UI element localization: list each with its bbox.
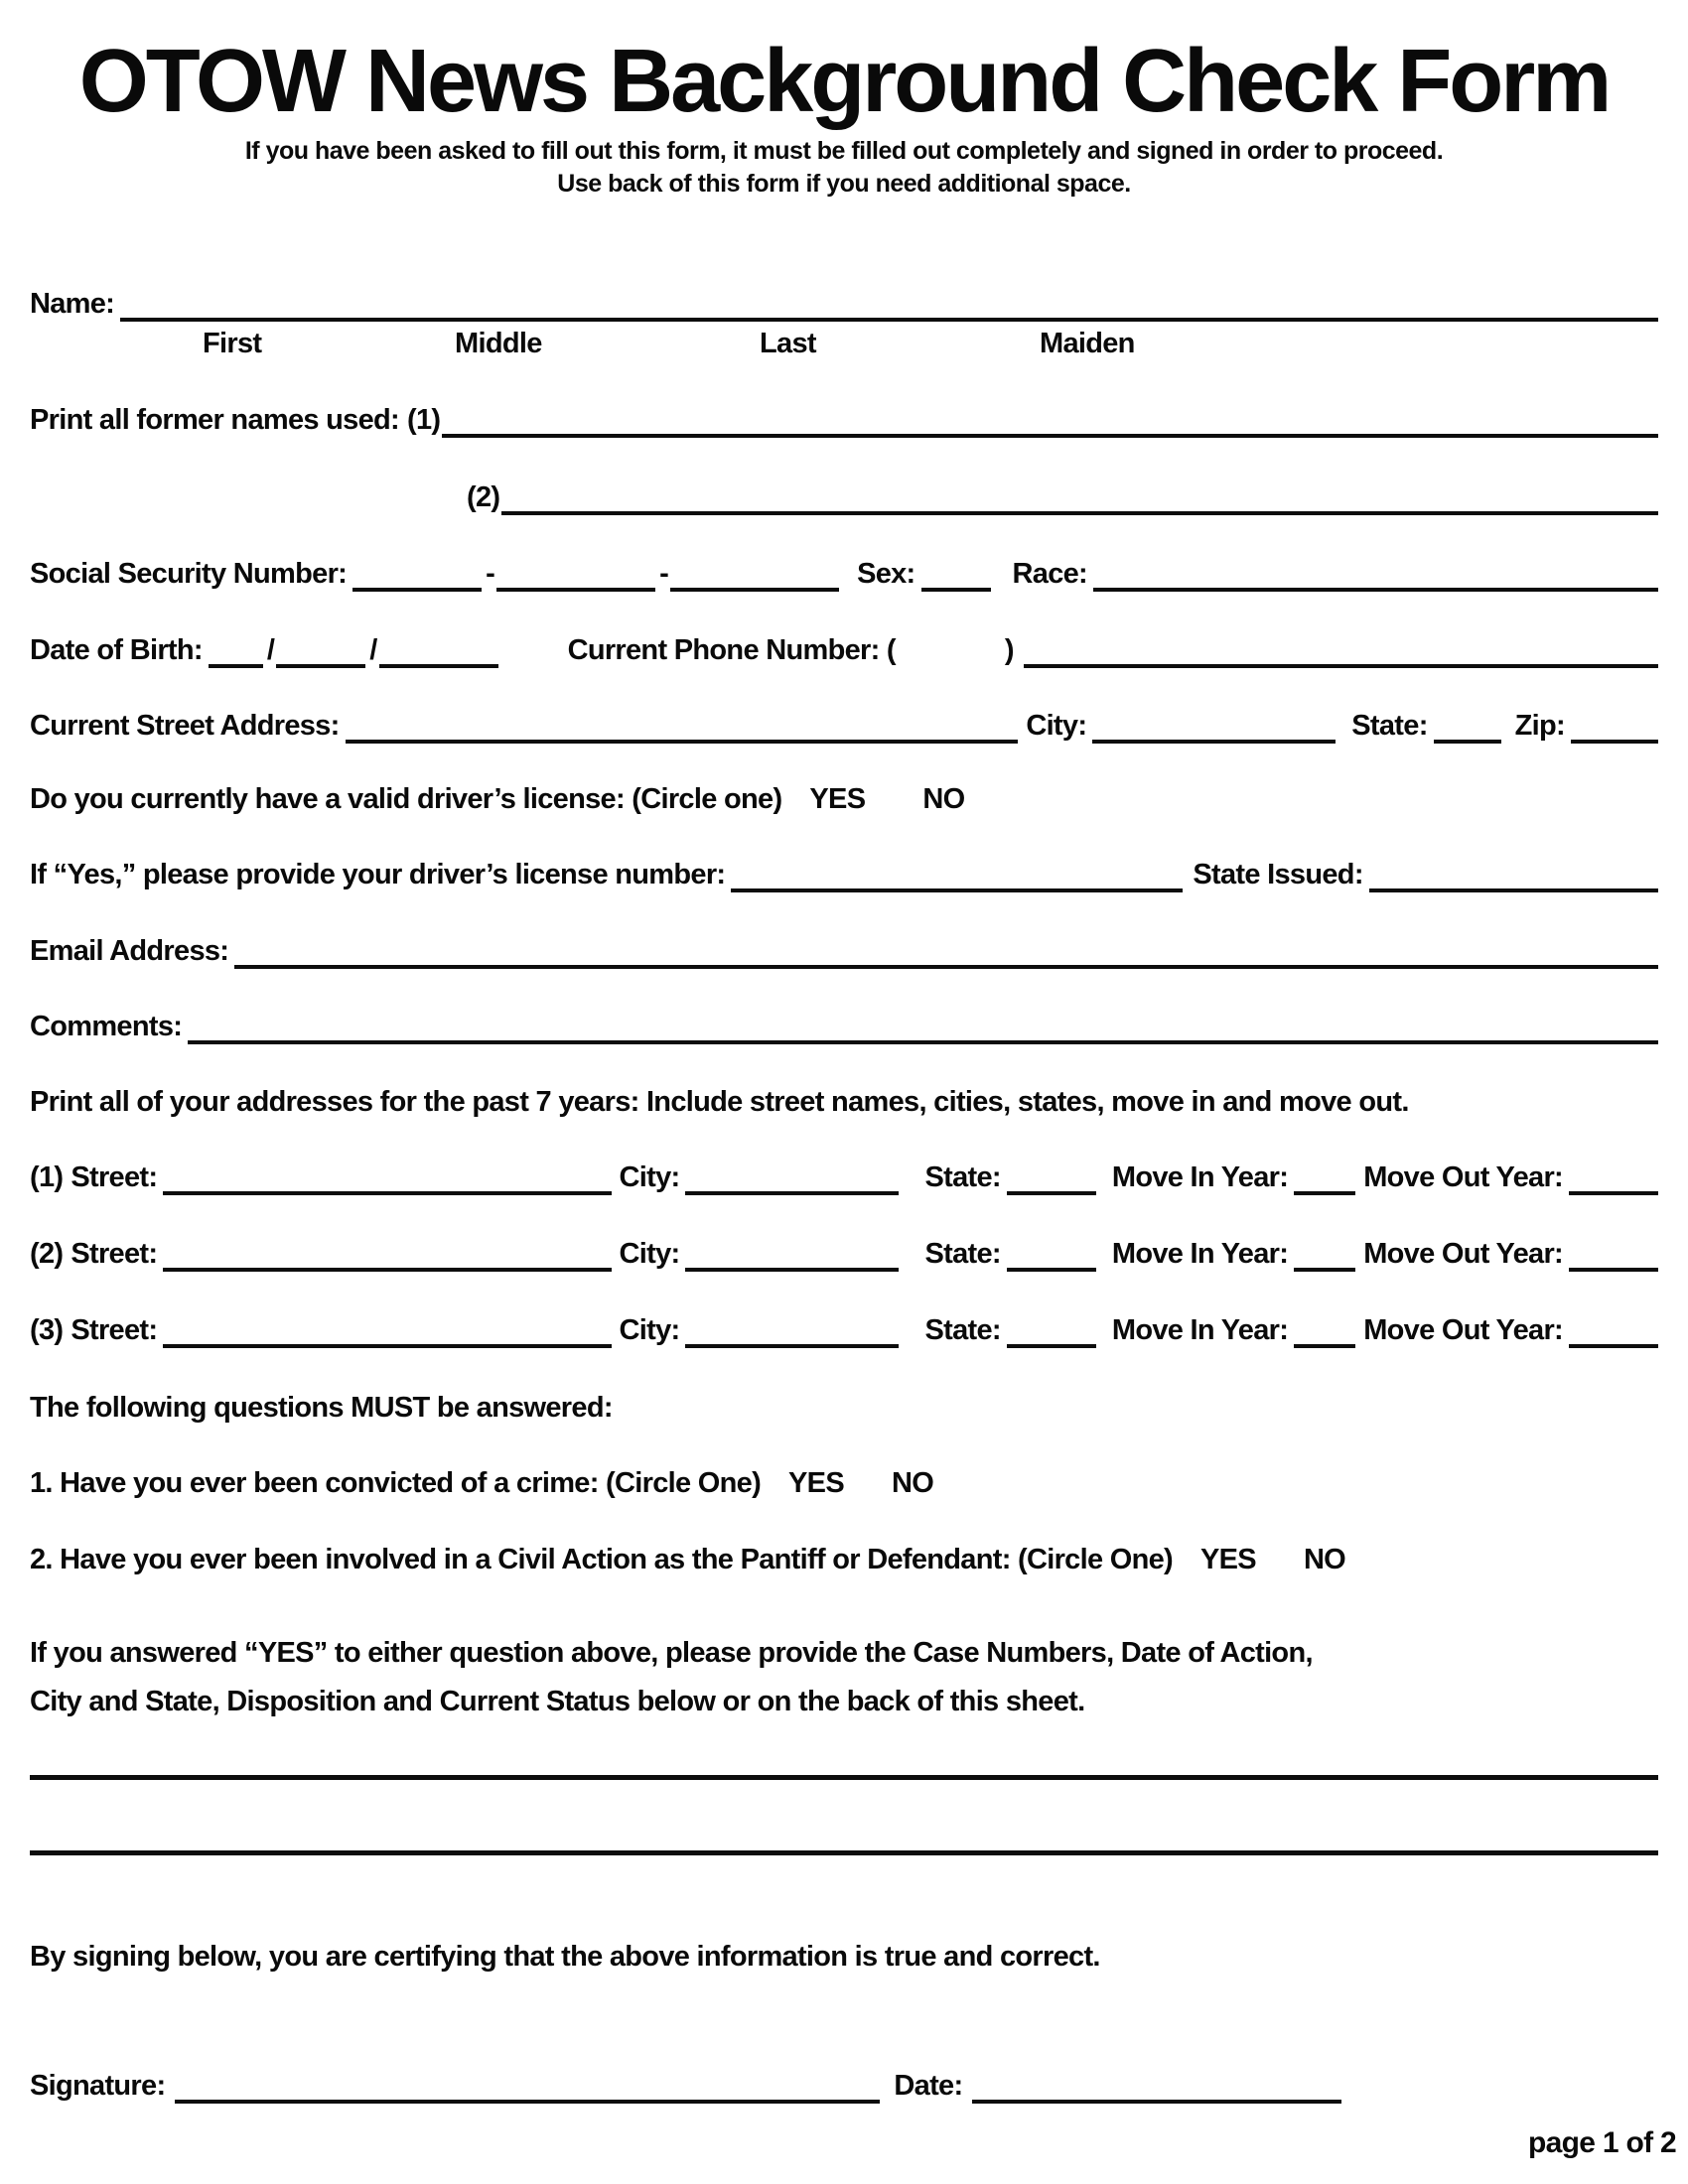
date-label: Date: xyxy=(894,2070,963,2102)
zip-input-line[interactable] xyxy=(1571,706,1658,744)
dob-label: Date of Birth: xyxy=(30,634,203,666)
phone-label: Current Phone Number: ( xyxy=(567,634,896,666)
address-3-city-label: City: xyxy=(619,1314,680,1346)
question-1-text: 1. Have you ever been convicted of a crime: (Circle One) xyxy=(30,1467,762,1499)
question-2-no-option[interactable]: NO xyxy=(1303,1544,1346,1575)
comments-label: Comments: xyxy=(30,1011,183,1042)
phone-number-input-line[interactable] xyxy=(1024,630,1658,668)
case-details-input-line-2[interactable] xyxy=(30,1850,1658,1855)
address-1-city-input-line[interactable] xyxy=(685,1158,899,1195)
address-3-move-out-input-line[interactable] xyxy=(1569,1310,1658,1348)
question-2-yes-option[interactable]: YES xyxy=(1200,1544,1256,1575)
address-2-street-input-line[interactable] xyxy=(163,1234,611,1272)
ssn-dash-1: - xyxy=(486,558,495,590)
address-3-state-label: State: xyxy=(924,1314,1001,1346)
subtitle-line-1: If you have been asked to fill out this form, it must be filled out completely and signed in order to proceed. xyxy=(244,137,1444,165)
comments-input-line[interactable] xyxy=(188,1007,1658,1044)
name-row xyxy=(30,284,1658,324)
address-history-row-2 xyxy=(30,1234,1658,1274)
license-number-row xyxy=(30,855,1658,894)
signature-label: Signature: xyxy=(30,2070,166,2102)
signature-row xyxy=(30,2066,1658,2106)
address-2-move-out-label: Move Out Year: xyxy=(1363,1238,1563,1270)
former-name-2-input-line[interactable] xyxy=(501,478,1658,515)
signature-input-line[interactable] xyxy=(175,2066,880,2104)
address-2-prefix: (2) xyxy=(30,1238,64,1270)
address-1-move-out-input-line[interactable] xyxy=(1569,1158,1658,1195)
city-label: City: xyxy=(1026,710,1087,742)
address-3-state-input-line[interactable] xyxy=(1007,1310,1096,1348)
certification-row xyxy=(30,1937,1658,1977)
address-3-street-label: Street: xyxy=(70,1314,158,1346)
ssn-part3-input-line[interactable] xyxy=(670,554,839,592)
state-issued-input-line[interactable] xyxy=(1369,855,1658,892)
dob-phone-row xyxy=(30,630,1658,670)
license-yes-option[interactable]: YES xyxy=(809,783,866,815)
state-label: State: xyxy=(1351,710,1428,742)
subtitle-line-2: Use back of this form if you need additional space. xyxy=(557,170,1131,198)
address-1-state-label: State: xyxy=(924,1161,1001,1193)
question-1-row xyxy=(30,1463,1658,1503)
street-address-input-line[interactable] xyxy=(346,706,1019,744)
ssn-part2-input-line[interactable] xyxy=(496,554,655,592)
address-1-street-label: Street: xyxy=(70,1161,158,1193)
phone-close-paren: ) xyxy=(1004,634,1014,666)
email-row xyxy=(30,931,1658,971)
address-1-move-in-input-line[interactable] xyxy=(1294,1158,1355,1195)
address-3-move-out-label: Move Out Year: xyxy=(1363,1314,1563,1346)
yes-instructions-line-1: If you answered “YES” to either question above, please provide the Case Numbers, Date of Action, xyxy=(30,1637,1313,1669)
address-3-move-in-input-line[interactable] xyxy=(1294,1310,1355,1348)
address-1-city-label: City: xyxy=(619,1161,680,1193)
address-history-row-3 xyxy=(30,1310,1658,1350)
comments-row xyxy=(30,1007,1658,1046)
address-3-city-input-line[interactable] xyxy=(685,1310,899,1348)
form-title: OTOW News Background Check Form xyxy=(78,32,1610,131)
name-sublabel-first: First xyxy=(203,328,262,359)
sex-label: Sex: xyxy=(857,558,915,590)
address-2-move-out-input-line[interactable] xyxy=(1569,1234,1658,1272)
email-input-line[interactable] xyxy=(234,931,1658,969)
sex-input-line[interactable] xyxy=(921,554,991,592)
city-input-line[interactable] xyxy=(1092,706,1336,744)
former-name-1-prefix: (1) xyxy=(407,404,441,436)
name-sublabel-maiden: Maiden xyxy=(1040,328,1135,359)
address-2-move-in-label: Move In Year: xyxy=(1111,1238,1289,1270)
dob-year-input-line[interactable] xyxy=(379,630,498,668)
license-number-input-line[interactable] xyxy=(731,855,1183,892)
race-input-line[interactable] xyxy=(1093,554,1658,592)
state-issued-label: State Issued: xyxy=(1193,859,1363,890)
address-1-street-input-line[interactable] xyxy=(163,1158,611,1195)
address-2-move-in-input-line[interactable] xyxy=(1294,1234,1355,1272)
name-sublabel-last: Last xyxy=(760,328,816,359)
address-3-move-in-label: Move In Year: xyxy=(1111,1314,1289,1346)
former-names-row-1 xyxy=(30,400,1658,440)
yes-instructions-line-2: City and State, Disposition and Current Status below or on the back of this sheet. xyxy=(30,1686,1085,1717)
form-subtitle xyxy=(30,135,1658,201)
name-label: Name: xyxy=(30,288,115,320)
race-label: Race: xyxy=(1012,558,1088,590)
address-1-prefix: (1) xyxy=(30,1161,64,1193)
question-1-yes-option[interactable]: YES xyxy=(788,1467,844,1499)
question-1-no-option[interactable]: NO xyxy=(891,1467,934,1499)
former-names-label: Print all former names used: xyxy=(30,404,400,436)
address-1-state-input-line[interactable] xyxy=(1007,1158,1096,1195)
address-history-row-1 xyxy=(30,1158,1658,1197)
address-2-state-input-line[interactable] xyxy=(1007,1234,1096,1272)
questions-heading-row xyxy=(30,1388,1658,1428)
address-2-street-label: Street: xyxy=(70,1238,158,1270)
question-2-text: 2. Have you ever been involved in a Civil Action as the Pantiff or Defendant: (Circle One) xyxy=(30,1544,1173,1575)
address-3-street-input-line[interactable] xyxy=(163,1310,611,1348)
former-names-row-2 xyxy=(30,478,1658,517)
ssn-label: Social Security Number: xyxy=(30,558,348,590)
certification-statement: By signing below, you are certifying that the above information is true and correct. xyxy=(30,1941,1100,1973)
questions-heading: The following questions MUST be answered: xyxy=(30,1392,613,1424)
license-number-label: If “Yes,” please provide your driver’s license number: xyxy=(30,859,726,890)
name-sublabels-row xyxy=(30,324,1658,365)
dob-day-input-line[interactable] xyxy=(276,630,365,668)
email-label: Email Address: xyxy=(30,935,229,967)
current-address-row xyxy=(30,706,1658,746)
address-1-move-in-label: Move In Year: xyxy=(1111,1161,1289,1193)
address-1-move-out-label: Move Out Year: xyxy=(1363,1161,1563,1193)
license-no-option[interactable]: NO xyxy=(922,783,965,815)
address-2-city-label: City: xyxy=(619,1238,680,1270)
dob-slash-2: / xyxy=(369,634,377,666)
date-input-line[interactable] xyxy=(972,2066,1341,2104)
ssn-sex-race-row xyxy=(30,554,1658,594)
street-address-label: Current Street Address: xyxy=(30,710,340,742)
address-history-intro-text: Print all of your addresses for the past 7 years: Include street names, cities, states, move in and move out. xyxy=(30,1086,1409,1118)
former-name-1-input-line[interactable] xyxy=(442,400,1658,438)
dob-month-input-line[interactable] xyxy=(209,630,263,668)
page-number: page 1 of 2 xyxy=(1527,2126,1676,2159)
name-sublabel-middle: Middle xyxy=(455,328,542,359)
state-input-line[interactable] xyxy=(1434,706,1501,744)
dob-slash-1: / xyxy=(266,634,275,666)
former-name-2-prefix: (2) xyxy=(467,481,500,513)
zip-label: Zip: xyxy=(1514,710,1565,742)
address-3-prefix: (3) xyxy=(30,1314,64,1346)
ssn-dash-2: - xyxy=(659,558,669,590)
address-history-intro xyxy=(30,1082,1658,1122)
question-2-row xyxy=(30,1540,1658,1579)
name-input-line[interactable] xyxy=(120,284,1658,322)
ssn-part1-input-line[interactable] xyxy=(352,554,482,592)
license-question-label: Do you currently have a valid driver’s license: (Circle one) xyxy=(30,783,782,815)
license-question-row xyxy=(30,779,1658,819)
case-details-input-line-1[interactable] xyxy=(30,1775,1658,1780)
yes-instructions-paragraph xyxy=(30,1629,1658,1726)
address-2-city-input-line[interactable] xyxy=(685,1234,899,1272)
address-2-state-label: State: xyxy=(924,1238,1001,1270)
